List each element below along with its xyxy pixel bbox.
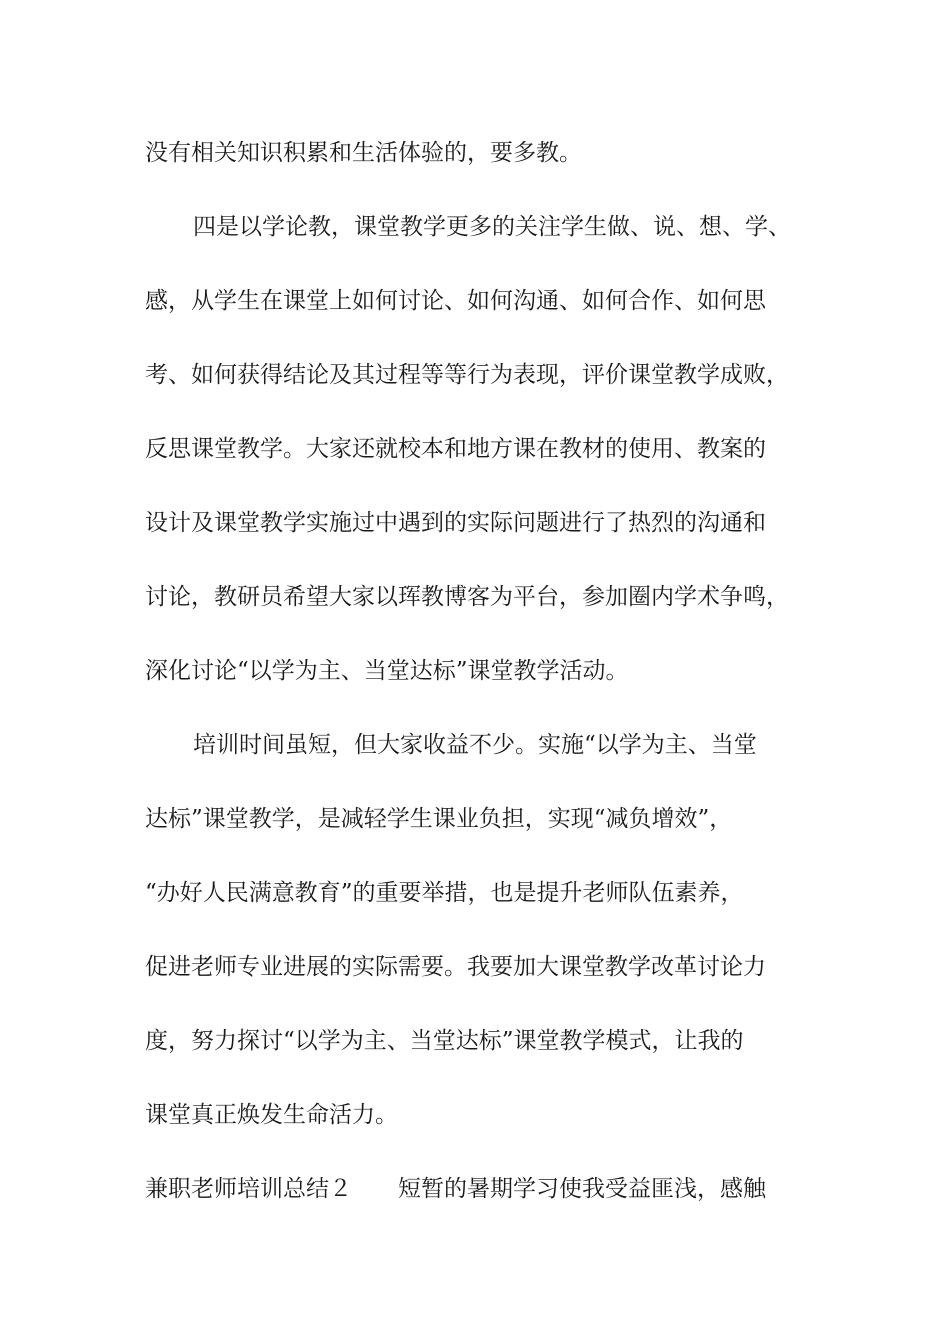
text-line: 没有相关知识积累和生活体验的，要多教。 (145, 140, 582, 166)
text-line: “办好人民满意教育”的重要举措，也是提升老师队伍素养， (145, 880, 744, 906)
text-line: 反思课堂教学。大家还就校本和地方课在教材的使用、教案的 (145, 436, 766, 462)
text-line: 课堂真正焕发生命活力。 (145, 1102, 398, 1128)
text-line: 感，从学生在课堂上如何讨论、如何沟通、如何合作、如何思 (145, 288, 766, 314)
text-line: 促进老师专业进展的实际需要。我要加大课堂教学改革讨论力 (145, 954, 766, 980)
text-line: 四是以学论教，课堂教学更多的关注学生做、说、想、学、 (193, 214, 791, 240)
text-line: 兼职老师培训总结２ 短暂的暑期学习使我受益匪浅，感触 (145, 1176, 766, 1202)
text-line: 讨论，教研员希望大家以珲教博客为平台，参加圈内学术争鸣， (145, 584, 789, 610)
text-line: 达标”课堂教学，是减轻学生课业负担，实现“减负增效”， (145, 806, 733, 832)
text-line: 培训时间虽短，但大家收益不少。实施“以学为主、当堂 (193, 732, 757, 758)
text-line: 考、如何获得结论及其过程等等行为表现，评价课堂教学成败， (145, 362, 789, 388)
text-line: 设计及课堂教学实施过中遇到的实际问题进行了热烈的沟通和 (145, 510, 766, 536)
text-line: 深化讨论“以学为主、当堂达标”课堂教学活动。 (145, 658, 629, 684)
text-line: 度，努力探讨“以学为主、当堂达标”课堂教学模式，让我的 (145, 1028, 744, 1054)
